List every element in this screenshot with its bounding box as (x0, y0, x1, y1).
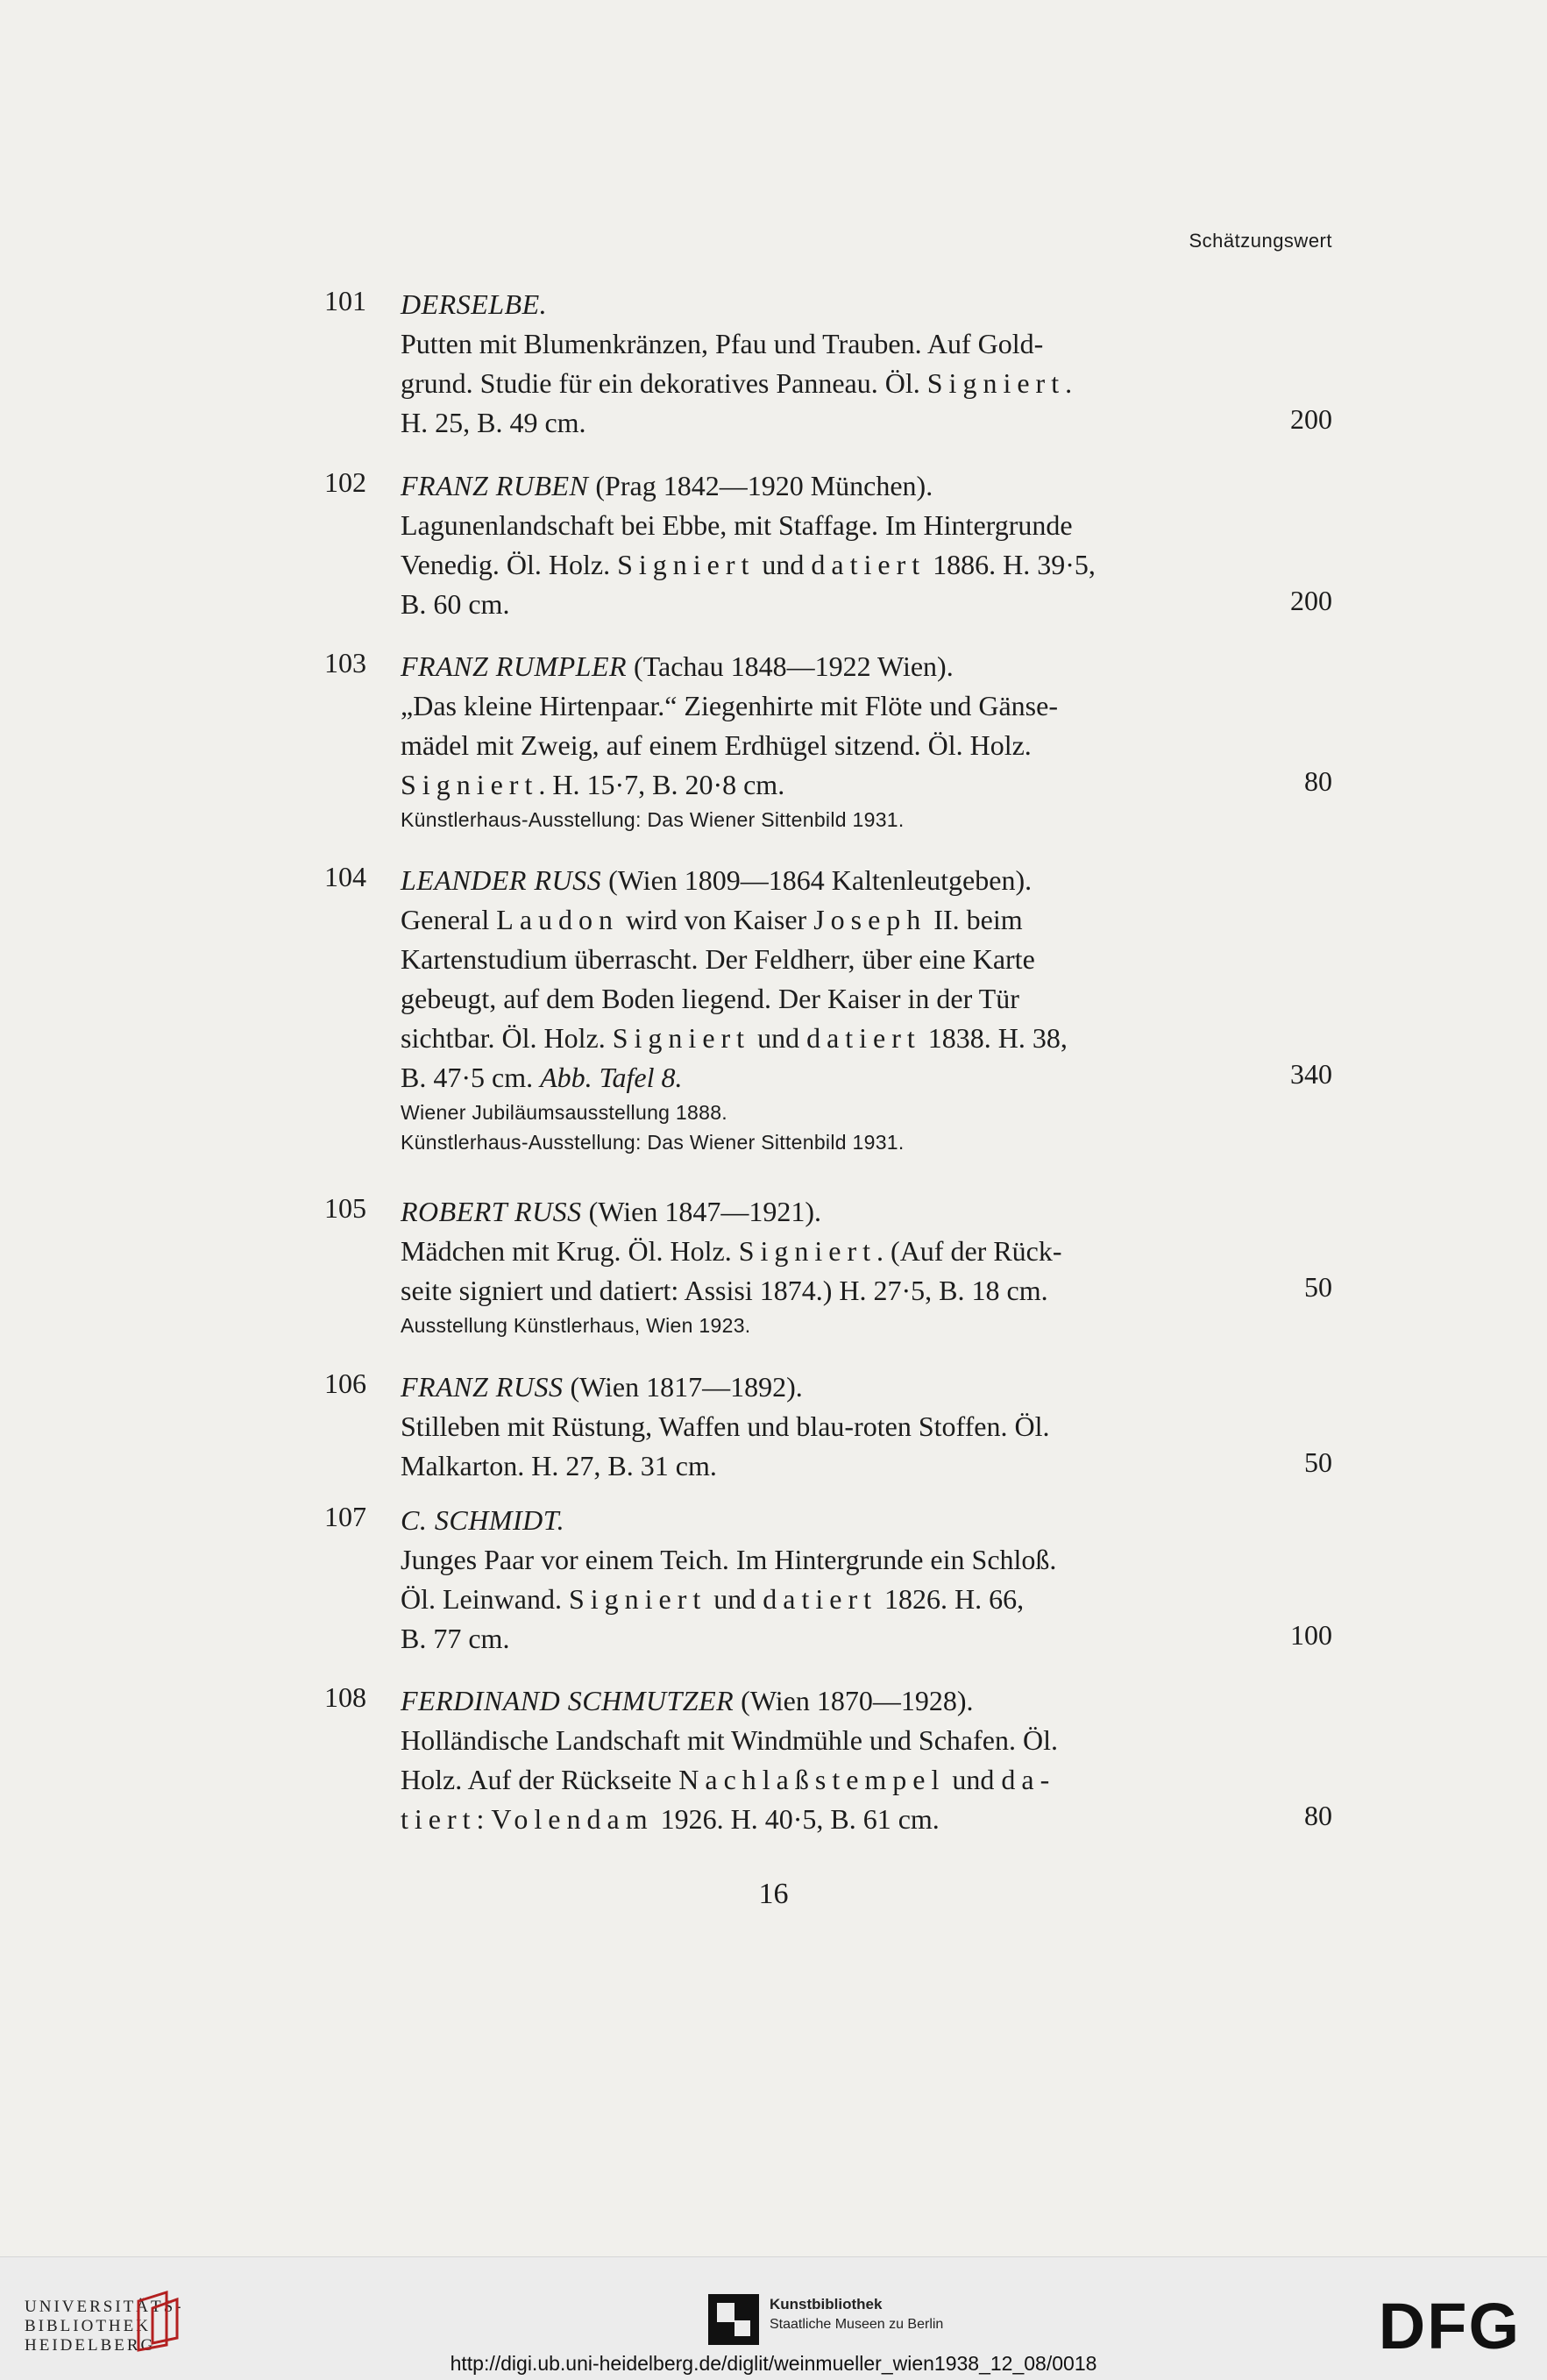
lot-description-line: Holländische Landschaft mit Windmühle und Schafen. Öl. (401, 1724, 1058, 1756)
lot-price: 80 (1304, 765, 1332, 797)
lot-price: 340 (1290, 1058, 1332, 1090)
kunstbibliothek-logo-icon[interactable] (708, 2294, 759, 2345)
lot-heading (401, 285, 1242, 324)
lot-description-line: General Laudon wird von Kaiser Joseph II. beim (401, 904, 1023, 935)
page-number: 16 (758, 1878, 789, 1910)
lot-heading (401, 1368, 1242, 1407)
lot-number: 102 (324, 466, 366, 498)
lot-description-line: Putten mit Blumenkränzen, Pfau und Trauben. Auf Gold- (401, 328, 1044, 359)
digitization-footer (0, 2256, 1547, 2380)
lot-description-line: gebeugt, auf dem Boden liegend. Der Kaiser in der Tür (401, 983, 1019, 1014)
lot-number: 106 (324, 1368, 366, 1399)
lot-number: 104 (324, 861, 366, 892)
exhibition-note: Ausstellung Künstlerhaus, Wien 1923. (401, 1314, 751, 1337)
artist-name: FRANZ RUSS (401, 1371, 564, 1403)
lot-description-line: H. 25, B. 49 cm. (401, 407, 586, 438)
lot-description-line: „Das kleine Hirtenpaar.“ Ziegenhirte mit Flöte und Gänse- (401, 690, 1058, 721)
lot-description-line: Signiert. H. 15·7, B. 20·8 cm. (401, 769, 785, 800)
lot-description-line: Stilleben mit Rüstung, Waffen und blau-roten Stoffen. Öl. (401, 1410, 1050, 1442)
university-library-mark-icon (131, 2289, 184, 2352)
lot-description-line: Lagunenlandschaft bei Ebbe, mit Staffage. Im Hintergrunde (401, 509, 1073, 541)
permalink-url[interactable]: http://digi.ub.uni-heidelberg.de/diglit/weinmueller_wien1938_12_08/0018 (450, 2352, 1097, 2375)
artist-dates: (Tachau 1848—1922 Wien). (627, 650, 954, 682)
artist-dates: (Wien 1870—1928). (734, 1685, 974, 1716)
lot-price: 100 (1290, 1619, 1332, 1651)
lot-heading (401, 466, 1242, 506)
dfg-logo[interactable]: DFG (1378, 2290, 1521, 2362)
kunstbibliothek-title: Kunstbibliothek (770, 2296, 883, 2313)
artist-name: C. SCHMIDT. (401, 1504, 565, 1536)
lot-heading (401, 1681, 1242, 1721)
artist-name: FRANZ RUBEN (401, 470, 589, 501)
lot-price: 200 (1290, 403, 1332, 435)
artist-name: ROBERT RUSS (401, 1196, 582, 1227)
artist-dates: (Wien 1817—1892). (563, 1371, 803, 1403)
lot-heading (401, 1501, 1242, 1540)
artist-dates: (Prag 1842—1920 München). (588, 470, 933, 501)
university-library-logo[interactable]: UNIVERSITÄTS- BIBLIOTHEK HEIDELBERG (25, 2298, 184, 2355)
emphasis: Signiert (926, 367, 1066, 399)
lot-description-line: mädel mit Zweig, auf einem Erdhügel sitzend. Öl. Holz. (401, 729, 1032, 761)
exhibition-note: Wiener Jubiläumsausstellung 1888. (401, 1101, 727, 1124)
kunstbibliothek-subtitle: Staatliche Museen zu Berlin (770, 2317, 944, 2332)
lot-description-line: B. 47·5 cm. Abb. Tafel 8. (401, 1062, 683, 1093)
lot-description-line: B. 60 cm. (401, 588, 510, 620)
lot-heading (401, 1192, 1242, 1232)
lot-description-line: Mädchen mit Krug. Öl. Holz. Signiert. (Auf der Rück- (401, 1235, 1062, 1267)
artist-name: FERDINAND SCHMUTZER (401, 1685, 734, 1716)
lot-description-line: Kartenstudium überrascht. Der Feldherr, über eine Karte (401, 943, 1035, 975)
lot-description-line: Venedig. Öl. Holz. Signiert und datiert 1886. H. 39·5, (401, 549, 1096, 580)
lot-price: 200 (1290, 585, 1332, 616)
lot-number: 103 (324, 647, 366, 678)
lot-number: 105 (324, 1192, 366, 1224)
lot-description-line: Malkarton. H. 27, B. 31 cm. (401, 1450, 717, 1481)
lot-description-line: Öl. Leinwand. Signiert und datiert 1826. H. 66, (401, 1583, 1025, 1615)
artist-name: FRANZ RUMPLER (401, 650, 628, 682)
lot-heading (401, 861, 1242, 900)
artist-dates: (Wien 1809—1864 Kaltenleutgeben). (601, 864, 1033, 896)
lot-price: 50 (1304, 1271, 1332, 1303)
lot-description-line: B. 77 cm. (401, 1623, 510, 1654)
lot-description-line: tiert: Volendam 1926. H. 40·5, B. 61 cm. (401, 1803, 940, 1835)
lot-description-line: seite signiert und datiert: Assisi 1874.) H. 27·5, B. 18 cm. (401, 1275, 1048, 1306)
lot-number: 108 (324, 1681, 366, 1713)
kunstbibliothek-text (770, 2296, 943, 2333)
estimate-column-heading: Schätzungswert (1189, 230, 1332, 252)
lot-heading (401, 647, 1242, 686)
lot-number: 107 (324, 1501, 366, 1532)
artist-dates: (Wien 1847—1921). (581, 1196, 821, 1227)
artist-name: DERSELBE. (401, 288, 548, 320)
artist-name: LEANDER RUSS (401, 864, 602, 896)
lot-price: 80 (1304, 1800, 1332, 1831)
lot-number: 101 (324, 285, 366, 316)
exhibition-note: Künstlerhaus-Ausstellung: Das Wiener Sittenbild 1931. (401, 1131, 905, 1154)
lot-description-line: sichtbar. Öl. Holz. Signiert und datiert 1838. H. 38, (401, 1022, 1068, 1054)
lot-description-line: grund. Studie für ein dekoratives Panneau. Öl. Signiert. (401, 367, 1073, 399)
lot-description-line: Junges Paar vor einem Teich. Im Hintergrunde ein Schloß. (401, 1544, 1057, 1575)
exhibition-note: Künstlerhaus-Ausstellung: Das Wiener Sittenbild 1931. (401, 808, 905, 831)
lot-description-line: Holz. Auf der Rückseite Nachlaßstempel und da- (401, 1764, 1056, 1795)
lot-price: 50 (1304, 1446, 1332, 1478)
